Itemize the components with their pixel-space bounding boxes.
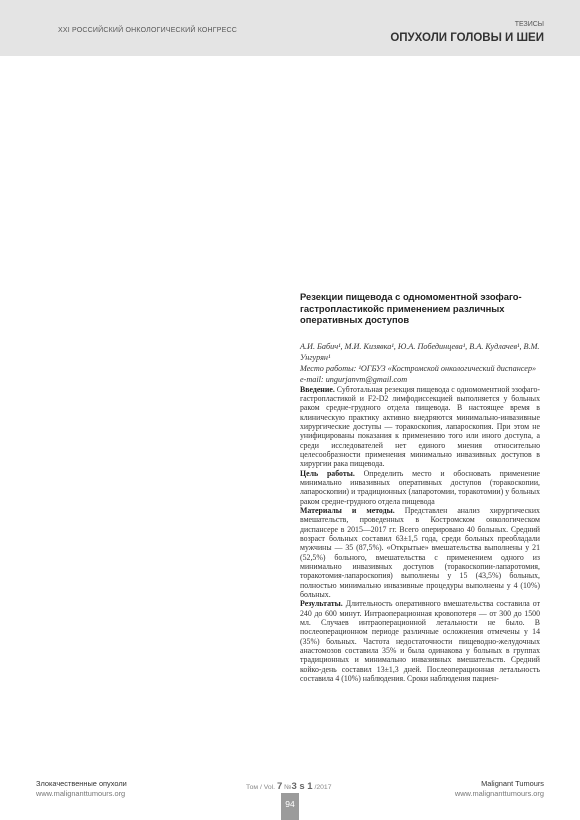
volume-number: 7: [276, 781, 283, 792]
journal-name-ru: Злокачественные опухоли: [36, 779, 127, 788]
section-label: Результаты.: [300, 599, 343, 609]
abstract-article: [300, 291, 540, 684]
section-aim: [300, 469, 540, 506]
section-label: Введение.: [300, 384, 335, 394]
journal-site-link[interactable]: www.malignanttumours.org: [36, 788, 126, 798]
footer-journal-en: [455, 779, 544, 798]
issue-number: 3 s 1: [291, 781, 313, 792]
volume-label: Том / Vol.: [246, 784, 276, 791]
affiliation: Место работы: ¹ОГБУЗ «Костромской онкологический диспансер»: [300, 363, 537, 373]
journal-site-link-en[interactable]: www.malignanttumours.org: [454, 788, 544, 798]
section-methods: [300, 506, 540, 599]
section-introduction: [300, 385, 540, 469]
section-text: Субтотальная резекция пищевода с одномоментной эзофаго-гастропластикой и F2-D2 лимфодиссекцией выполняется у больных раком средне-грудного отдела пищевода. В настоящее время в клиническую практику активно внедряются минимально-инвазивные хирургические доступы — торакоскопия, лапароскопия. При этом не унифицированы показания к применению того или иного доступа, а среди исследователей нет единого мнения относительно целесообразности применения минимально инвазивных доступов в хирургии рака пищевода.: [300, 384, 540, 469]
issue-year: /2017: [314, 784, 332, 791]
section-text: Длительность оперативного вмешательства составила от 240 до 600 минут. Интраоперационная кровопотеря — от 300 до 1500 мл. Случаев интраоперационной летальности не было. В послеоперационном периоде различные осложнения отмечены у 14 (35%) больных. Частота недостаточности пищеводно-желудочных анастомозов составила 35% и была одинакова у больных в группах традиционных и минимально инвазивных вмешательств. Средний койко-день составил 13±1,3 дней. Послеоперационная летальность составила 4 (10%) наблюдения. Сроки наблюдения пациен-: [300, 599, 540, 684]
section-label: Материалы и методы.: [300, 505, 395, 515]
article-title: Резекции пищевода с одномоментной эзофаго-гастропластикойс применением различных оперативных доступов: [300, 291, 522, 325]
congress-name: XXI РОССИЙСКИЙ ОНКОЛОГИЧЕСКИЙ КОНГРЕСС: [58, 27, 238, 34]
section-text: Представлен анализ хирургических вмешательств, проведенных в Костромском онкологическом диспансере в 2015—2017 гг. Всего оперировано 40 больных. Средний возраст больных составил 63±1,5 года, среди больных преобладали мужчины — 35 (87,5%). «Открытые» вмешательства выполнены у 21 (52,5%) больного, вмешательства с применением одного из минимально инвазивных доступов (торакоскопии-лапаротомия, торакотомия-лапароскопия) выполнены у 15 (43,5%) больных, полностью минимально инвазивные процедуры выполнены у 4 (10%) больных.: [300, 505, 540, 600]
section-results: [300, 599, 540, 683]
section-title: ОПУХОЛИ ГОЛОВЫ И ШЕИ: [390, 32, 544, 44]
section-text: Определить место и обосновать применение минимально инвазивных оперативных доступов (торакоскопии, лапароскопии) и традиционных (лапаротомии, торакотомии) у больных раком средне-грудного отдела пищевода: [300, 468, 541, 506]
contact-email[interactable]: e-mail: ungurjanvm@gmail.com: [300, 374, 408, 384]
running-header: [0, 0, 580, 56]
header-kicker: ТЕЗИСЫ: [514, 21, 544, 28]
journal-name-en: Malignant Tumours: [481, 779, 544, 788]
author-list: А.И. Бабич¹, М.И. Кизявка¹, Ю.А. Побединцева¹, В.А. Кудлачев¹, В.М. Унгурян¹: [300, 341, 540, 362]
page-number: 94: [281, 793, 299, 820]
footer-journal-ru: [36, 779, 127, 798]
section-label: Цель работы.: [300, 468, 355, 478]
volume-issue: [246, 781, 332, 792]
issue-label: №: [284, 784, 292, 791]
